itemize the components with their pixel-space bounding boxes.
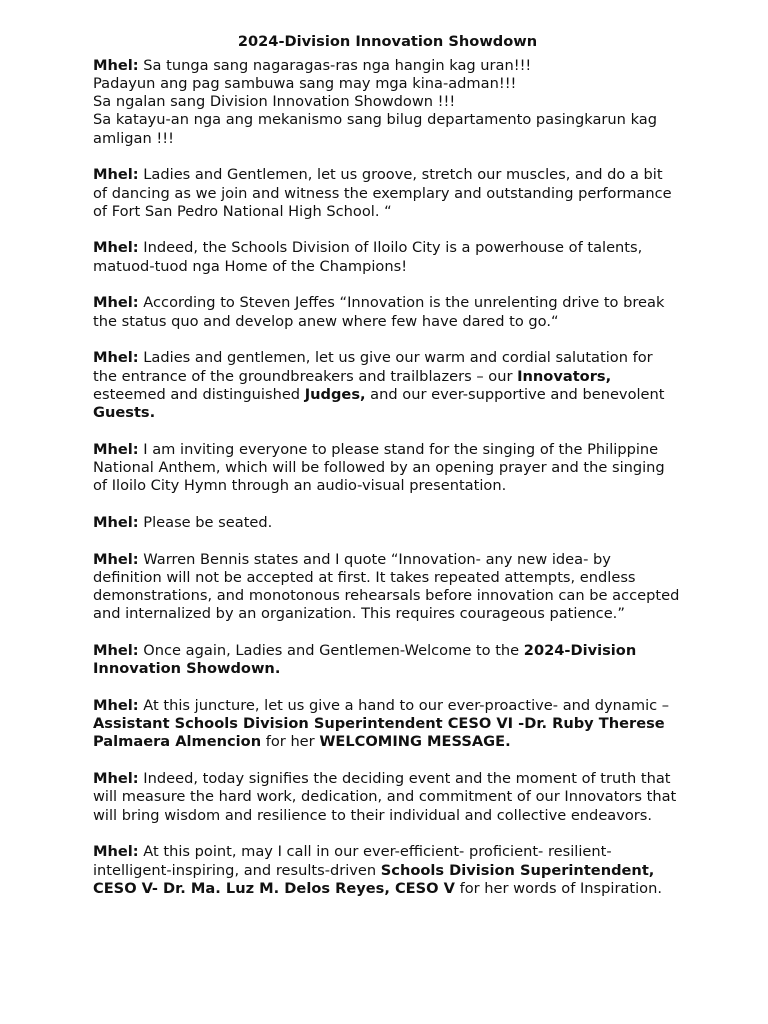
speaker-label: Mhel:: [93, 843, 139, 861]
speaker-label: Mhel:: [93, 770, 139, 788]
paragraph-text: At this juncture, let us give a hand to our ever-proactive- and dynamic –: [143, 696, 670, 714]
speaker-label: Mhel:: [93, 166, 139, 184]
emphasized-text: Schools Division Superintendent, CESO V- Dr. Ma. Luz M. Delos Reyes, CESO V: [93, 861, 655, 897]
script-paragraph: [93, 843, 680, 898]
speaker-label: Mhel:: [93, 294, 139, 312]
speaker-label: Mhel:: [93, 696, 139, 714]
paragraph-text: According to Steven Jeffes “Innovation is the unrelenting drive to break the status quo and develop anew where few have dared to go.“: [93, 294, 665, 330]
paragraph-text: Ladies and Gentlemen, let us groove, stretch our muscles, and do a bit of dancing as we join and witness the exemplary and outstanding performance of Fort San Pedro National High School. “: [93, 166, 672, 220]
speaker-label: Mhel:: [93, 56, 139, 74]
emphasized-text: 2024-Division Innovation Showdown.: [93, 642, 637, 678]
script-paragraph: [93, 770, 680, 825]
paragraph-text: and our ever-supportive and benevolent: [365, 385, 665, 403]
script-paragraph: [93, 349, 680, 422]
emphasized-text: Assistant Schools Division Superintendent CESO VI -Dr. Ruby Therese Palmaera Almencion: [93, 715, 665, 751]
paragraph-text: for her: [261, 733, 320, 751]
paragraph-text: At this point, may I call in our ever-efficient- proficient- resilient-intelligent-inspiring, and results-driven: [93, 843, 612, 879]
script-paragraph: [93, 239, 680, 276]
script-body: [93, 57, 680, 899]
paragraph-text: Indeed, today signifies the deciding event and the moment of truth that will measure the hard work, dedication, and commitment of our Innovators that will bring wisdom and resilience to their individual and collective endeavors.: [93, 770, 677, 824]
paragraph-text: for her words of Inspiration.: [454, 879, 662, 897]
paragraph-line: Sa tunga sang nagaragas-ras nga hangin kag uran!!!: [143, 56, 532, 74]
script-paragraph: [93, 441, 680, 496]
speaker-label: Mhel:: [93, 550, 139, 568]
document-title: 2024-Division Innovation Showdown: [237, 33, 538, 50]
speaker-label: Mhel:: [93, 440, 139, 458]
paragraph-line: Sa katayu-an nga ang mekanismo sang bilug departamento pasingkarun kag amligan !!!: [93, 111, 657, 147]
script-paragraph: [93, 166, 680, 221]
paragraph-text: Indeed, the Schools Division of Iloilo City is a powerhouse of talents, matuod-tuod nga Home of the Champions!: [93, 239, 643, 275]
paragraph-text: esteemed and distinguished: [93, 385, 305, 403]
script-paragraph: [93, 514, 680, 532]
speaker-label: Mhel:: [93, 239, 139, 257]
paragraph-line: Sa ngalan sang Division Innovation Showdown !!!: [93, 93, 456, 111]
emphasized-text: Guests.: [93, 404, 156, 422]
script-paragraph: [93, 294, 680, 331]
script-paragraph: [93, 642, 680, 679]
script-paragraph: [93, 57, 680, 148]
paragraph-text: Warren Bennis states and I quote “Innovation- any new idea- by definition will not be accepted at first. It takes repeated attempts, endless demonstrations, and monotonous rehearsals before innovation can be accepted and internalized by an organization. This requires courageous patience.”: [93, 550, 680, 623]
script-paragraph: [93, 551, 680, 624]
paragraph-text: I am inviting everyone to please stand for the singing of the Philippine National Anthem, which will be followed by an opening prayer and the singing of Iloilo City Hymn through an audio-visual presentation.: [93, 440, 665, 495]
speaker-label: Mhel:: [93, 642, 139, 659]
speaker-label: Mhel:: [93, 349, 139, 367]
emphasized-text: WELCOMING MESSAGE.: [319, 733, 511, 751]
paragraph-text: Ladies and gentlemen, let us give our warm and cordial salutation for the entrance of the groundbreakers and trailblazers – our: [93, 349, 653, 385]
paragraph-text: Please be seated.: [143, 513, 273, 531]
emphasized-text: Innovators,: [517, 367, 612, 385]
speaker-label: Mhel:: [93, 513, 139, 531]
script-paragraph: [93, 697, 680, 752]
paragraph-text: Once again, Ladies and Gentlemen-Welcome to the: [143, 642, 524, 659]
emphasized-text: Judges,: [304, 385, 366, 403]
paragraph-line: Padayun ang pag sambuwa sang may mga kina-adman!!!: [93, 74, 517, 92]
